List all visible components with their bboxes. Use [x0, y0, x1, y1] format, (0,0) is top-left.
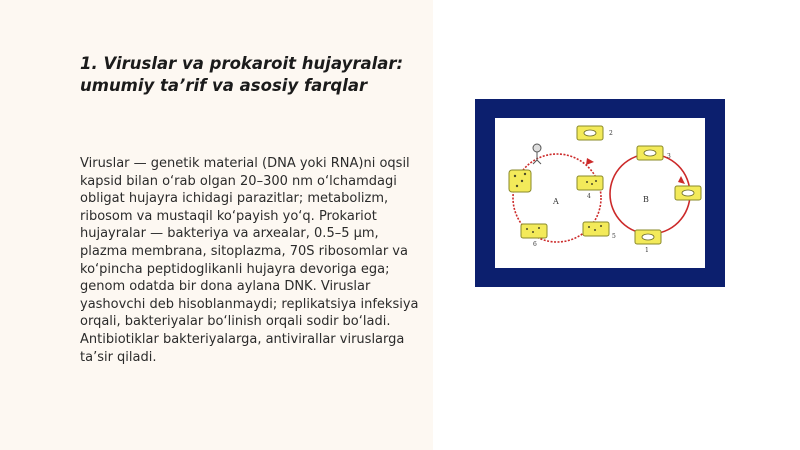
step-number: 3	[667, 153, 671, 160]
arrow-head	[678, 176, 685, 184]
slide-title: 1. Viruslar va prokaroit hujayralar: umumiy ta’rif va asosiy farqlar	[80, 54, 404, 95]
lysogenic-lytic-cycle-figure	[495, 118, 705, 268]
figure-frame	[475, 99, 725, 287]
step-number: 4	[587, 193, 591, 200]
cell-step-6	[521, 224, 547, 238]
step-number: 5	[612, 233, 616, 240]
cell-burst	[509, 170, 531, 192]
step-number: 6	[533, 241, 537, 248]
cycle-label-b: B	[643, 195, 649, 204]
cell-step-5	[583, 222, 609, 236]
cell-step-4	[577, 176, 603, 190]
cycle-label-a: A	[553, 197, 559, 206]
arrow-head	[586, 158, 594, 165]
step-number: 2	[609, 130, 613, 137]
step-number: 1	[645, 247, 649, 254]
cycle-diagram	[495, 118, 705, 268]
slide-body-text: Viruslar — genetik material (DNA yoki RNA)ni oqsil kapsid bilan o‘rab olgan 20–300 nm o‘lchamdagi obligat hujayra ichidagi parazitlar; metabolizm, ribosom va mustaqil ko‘payish yo‘q. Prokariot hujayralar — bakteriya va arxealar, 0.5–5 µm, plazma membrana, sitoplazma, 70S ribosomlar va ko‘pincha peptidoglikanli hujayra devoriga ega; genom odatda bir dona aylana DNK. Viruslar yashovchi deb hisoblanmaydi; replikatsiya infeksiya orqali, bakteriyalar bo‘linish orqali sodir bo‘ladi. Antibiotiklar bakteriyalarga, antivirallar viruslarga ta’sir qiladi.	[80, 156, 419, 365]
